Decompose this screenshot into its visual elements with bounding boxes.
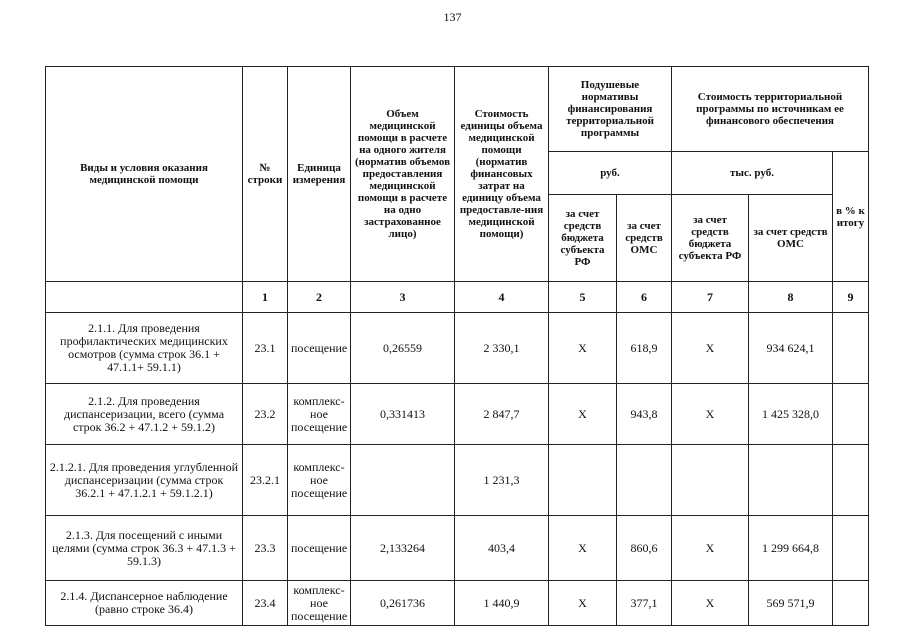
row-cost: 1 440,9: [455, 581, 549, 626]
column-number: [46, 282, 243, 313]
header-rub: руб.: [549, 152, 672, 195]
row-per-capita-oms: [617, 445, 672, 516]
column-number: 8: [749, 282, 833, 313]
row-per-capita-budget: Х: [549, 384, 617, 445]
header-row-no: № строки: [243, 67, 288, 282]
row-volume: [351, 445, 455, 516]
row-total-oms: 1 425 328,0: [749, 384, 833, 445]
row-unit: комплекс-ное посещение: [288, 384, 351, 445]
column-number: 2: [288, 282, 351, 313]
header-type: Виды и условия оказания медицинской помощи: [46, 67, 243, 282]
row-per-capita-oms: 860,6: [617, 516, 672, 581]
row-number: 23.1: [243, 313, 288, 384]
header-budget-rf: за счет средств бюджета субъекта РФ: [549, 195, 617, 282]
column-number: 9: [833, 282, 869, 313]
row-total-budget: Х: [672, 313, 749, 384]
row-volume: 0,261736: [351, 581, 455, 626]
row-number: 23.2: [243, 384, 288, 445]
column-numbers-row: [46, 282, 869, 313]
row-total-oms: 1 299 664,8: [749, 516, 833, 581]
page-number: 137: [443, 10, 462, 24]
header-per-capita: Подушевые нормативы финансирования территориальной программы: [549, 67, 672, 152]
row-percent: [833, 313, 869, 384]
row-volume: 2,133264: [351, 516, 455, 581]
row-name: 2.1.1. Для проведения профилактических медицинских осмотров (сумма строк 36.1 + 47.1.1+ 59.1.1): [46, 313, 243, 384]
row-per-capita-budget: Х: [549, 516, 617, 581]
row-name: 2.1.3. Для посещений с иными целями (сумма строк 36.3 + 47.1.3 + 59.1.3): [46, 516, 243, 581]
row-percent: [833, 445, 869, 516]
row-per-capita-budget: [549, 445, 617, 516]
header-cost: Стоимость единицы объема медицинской помощи (норматив финансовых затрат на единицу объема предоставле-ния медицинской помощи): [455, 67, 549, 282]
row-percent: [833, 581, 869, 626]
row-percent: [833, 384, 869, 445]
row-number: 23.2.1: [243, 445, 288, 516]
column-number: 7: [672, 282, 749, 313]
row-volume: 0,26559: [351, 313, 455, 384]
row-percent: [833, 516, 869, 581]
row-number: 23.3: [243, 516, 288, 581]
table-row: [46, 313, 869, 384]
column-number: 5: [549, 282, 617, 313]
header-volume: Объем медицинской помощи в расчете на одного жителя (норматив объемов предоставления медицинской помощи в расчете на одно застрахованное лицо): [351, 67, 455, 282]
row-cost: 2 847,7: [455, 384, 549, 445]
row-unit: посещение: [288, 313, 351, 384]
row-cost: 2 330,1: [455, 313, 549, 384]
row-name: 2.1.2.1. Для проведения углубленной диспансеризации (сумма строк 36.2.1 + 47.1.2.1 + 59.1.2.1): [46, 445, 243, 516]
column-number: 6: [617, 282, 672, 313]
row-unit: комплекс-ное посещение: [288, 445, 351, 516]
header-unit: Единица измерения: [288, 67, 351, 282]
row-total-budget: Х: [672, 516, 749, 581]
row-total-budget: Х: [672, 384, 749, 445]
row-cost: 1 231,3: [455, 445, 549, 516]
row-unit: комплекс-ное посещение: [288, 581, 351, 626]
row-total-oms: 569 571,9: [749, 581, 833, 626]
row-per-capita-oms: 377,1: [617, 581, 672, 626]
header-percent: в % к итогу: [833, 152, 869, 282]
row-total-budget: [672, 445, 749, 516]
header-program-cost: Стоимость территориальной программы по источникам ее финансового обеспечения: [672, 67, 869, 152]
column-number: 1: [243, 282, 288, 313]
row-number: 23.4: [243, 581, 288, 626]
header-oms: за счет средств ОМС: [617, 195, 672, 282]
row-per-capita-oms: 943,8: [617, 384, 672, 445]
row-unit: посещение: [288, 516, 351, 581]
table-row: [46, 384, 869, 445]
row-per-capita-oms: 618,9: [617, 313, 672, 384]
financing-table: [45, 66, 869, 626]
header-oms-2: за счет средств ОМС: [749, 195, 833, 282]
row-total-budget: Х: [672, 581, 749, 626]
row-total-oms: [749, 445, 833, 516]
column-number: 4: [455, 282, 549, 313]
row-per-capita-budget: Х: [549, 581, 617, 626]
row-cost: 403,4: [455, 516, 549, 581]
row-total-oms: 934 624,1: [749, 313, 833, 384]
row-name: 2.1.4. Диспансерное наблюдение (равно строке 36.4): [46, 581, 243, 626]
table-row: [46, 581, 869, 626]
header-thous-rub: тыс. руб.: [672, 152, 833, 195]
table-row: [46, 516, 869, 581]
header-budget-rf-2: за счет средств бюджета субъекта РФ: [672, 195, 749, 282]
column-number: 3: [351, 282, 455, 313]
row-name: 2.1.2. Для проведения диспансеризации, всего (сумма строк 36.2 + 47.1.2 + 59.1.2): [46, 384, 243, 445]
row-volume: 0,331413: [351, 384, 455, 445]
table-row: [46, 445, 869, 516]
row-per-capita-budget: Х: [549, 313, 617, 384]
